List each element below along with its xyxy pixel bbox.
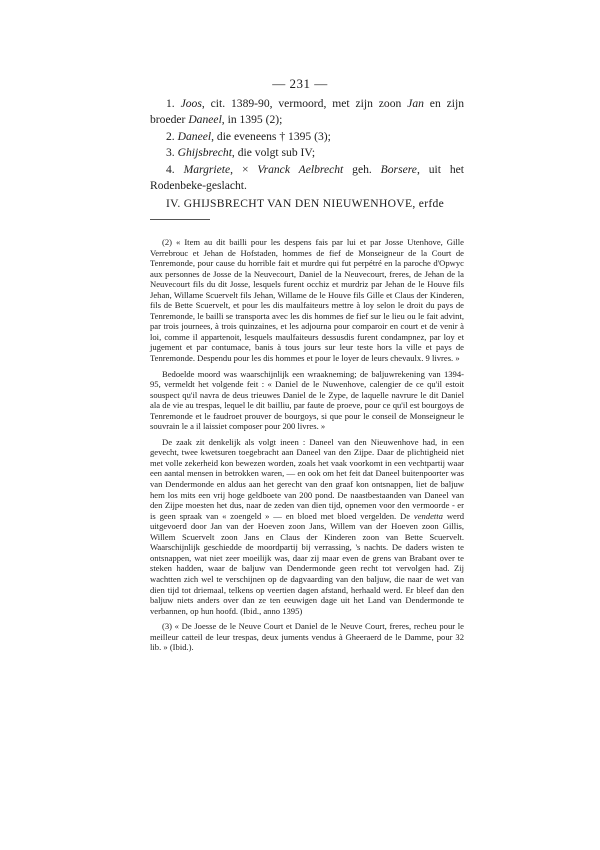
person-name: Margriete (183, 162, 231, 176)
item-number: 1. (166, 97, 175, 110)
person-name: Borsere (380, 162, 417, 176)
person-name: Joos (180, 97, 202, 110)
person-name: Ghijsbrecht (177, 146, 232, 160)
footnote-paragraph: Bedoelde moord was waarschijnlijk een wraakneming; de baljuwrekening van 1394-95, vermeldt het volgende feit : « Daniel de le Nuwenhove, calengier de ce qu'il estoit souspect qu'il navra de deus trieuwes Daniel de le Zype, de laquelle navrure le dit Daniel ala de vie au trespas, lequel le dit bailliu, par faute de proeve, pour ce qu'il est bourgoys de Tenremonde et le faudroet prouver de bourgoys, si que pour le conseil de Monseigneur le souvrain le a il laissiet composer pour 200 livres. » (150, 368, 464, 432)
footnote-2: (2) « Item au dit bailli pour les despens fais par lui et par Josse Utenhove, Gille Verrebrouc et Jehan de Hofstaden, hommes de fief de Monseigneur de la Court de Tenremonde, pour cause du horrible fait et murdre qui fut perpétré en la paroche d'Opwyc aux personnes de Josse de la Neuvecourt, Daniel de la Neuvecourt, freres, de Jehan de la Neuvecourt fils du dit Josse, lesquels furent occhiz et murdriz par Jehan de le Houve fils Jehan, Willame Scuervelt fils Jehan, Willame de le Houve fils Gille et Claus der Kinderen, fils de Bette Scuervelt, et pour les dis maulfaiteurs mettre à loy selon le droit du pays de Tenremonde, le bailli se transporta avec les dis hommes de fief sur le lieu ou le fait advint, par trois journees, à trois quinzaines, et les adjourna pour comparoir en court et de venir à loi, comme il appartenoit, lesquels maulfaiteurs dessusdis furent condampnez, par loy et jugement et par contumace, banis à tous jours sur leur teste hors la ville et pays de Tenremonde. Despendu pour les dis hommes et pour le loyer de leurs chevaulx. 9 livres. » (150, 237, 464, 364)
child-item-2: 2. Daneel, die eveneens † 1395 (3); (166, 129, 331, 143)
person-name: Vranck Aelbrecht (257, 162, 344, 176)
footnote-divider (150, 219, 210, 220)
section-heading: IV. GHIJSBRECHT VAN DEN NIEUWENHOVE, erfde (166, 197, 445, 211)
footnote-paragraph: De zaak zit denkelijk als volgt ineen : Daneel van den Nieuwenhove had, in een gevecht, twee kwetsuren toegebracht aan Daneel van den Zijpe. Daar de plichtigheid niet met volle zekerheid kon bewezen worden, zoals het vaak voorkomt in een vechtpartij waar een aantal mensen in betrokken waren, — en ook om het feit dat Daneel buitenpoorter was van Dendermonde en aldus aan het gerecht van den graaf kon ontsnappen, liet de baljuw hem los mits een vrij hoge geldboete van 200 pond. De naastbestaanden van Daneel van den Zijpe moesten het dus, naar de zeden van dien tijd, opnemen voor den vermoorde - er is geen spraak van « zoengeld » — en bloed met bloed vergelden. De vendetta werd uitgevoerd door Jan van der Hoeven zoon Jans, Willem van der Hoeven zoon Gillis, Willem Scuervelt zoon Jans en Claus der Kinderen zoon van Bette Scuervelt. Waarschijnlijk geschiedde de moordpartij bij verrassing, 's nachts. De daders wisten te ontsnappen, wat niet zeer moeilijk was, daar zij maar even de grens van Brabant over te steken hadden, waar de baljuw van Dendermonde geen recht tot vervolgen had. Zij wachtten zich wel te verschijnen op de dagvaarding van den baljuw, die naar de wet van dien tijd tot driemaal, telkens op veertien dagen afstand, herhaald werd. Er bleef dan den baljuw niets anders over dan ze ten eeuwigen dage uit het Land van Dendermonde te verbannen, op hun hoofd. (Ibid., anno 1395) (150, 436, 465, 616)
person-name: Daneel (188, 113, 222, 127)
item-number: 2. (166, 129, 175, 143)
child-item-4: 4. Margriete, × Vranck Aelbrecht geh. Borsere, uit het Rodenbeke-geslacht. (150, 162, 464, 193)
person-name: Jan (407, 97, 424, 110)
child-item-3: 3. Ghijsbrecht, die volgt sub IV; (166, 146, 316, 160)
main-text (150, 96, 464, 213)
footnote-3: (3) « De Joesse de le Neuve Court et Daniel de le Neuve Court, freres, recheu pour le meilleur catteil de leur trespas, deux juments vendus à Gheeraerd de le Damme, pour 32 lib. » (Ibid.). (150, 621, 464, 653)
page-number: — 231 — (272, 76, 328, 91)
item-number: 4. (166, 162, 175, 176)
item-number: 3. (166, 146, 175, 160)
footnotes (150, 237, 464, 653)
child-item-1: 1. Joos, cit. 1389-90, vermoord, met zijn zoon Jan en zijn broeder Daneel, in 1395 (2); (150, 97, 464, 127)
italic-term: vendetta (413, 510, 443, 521)
person-name: Daneel (177, 129, 212, 143)
